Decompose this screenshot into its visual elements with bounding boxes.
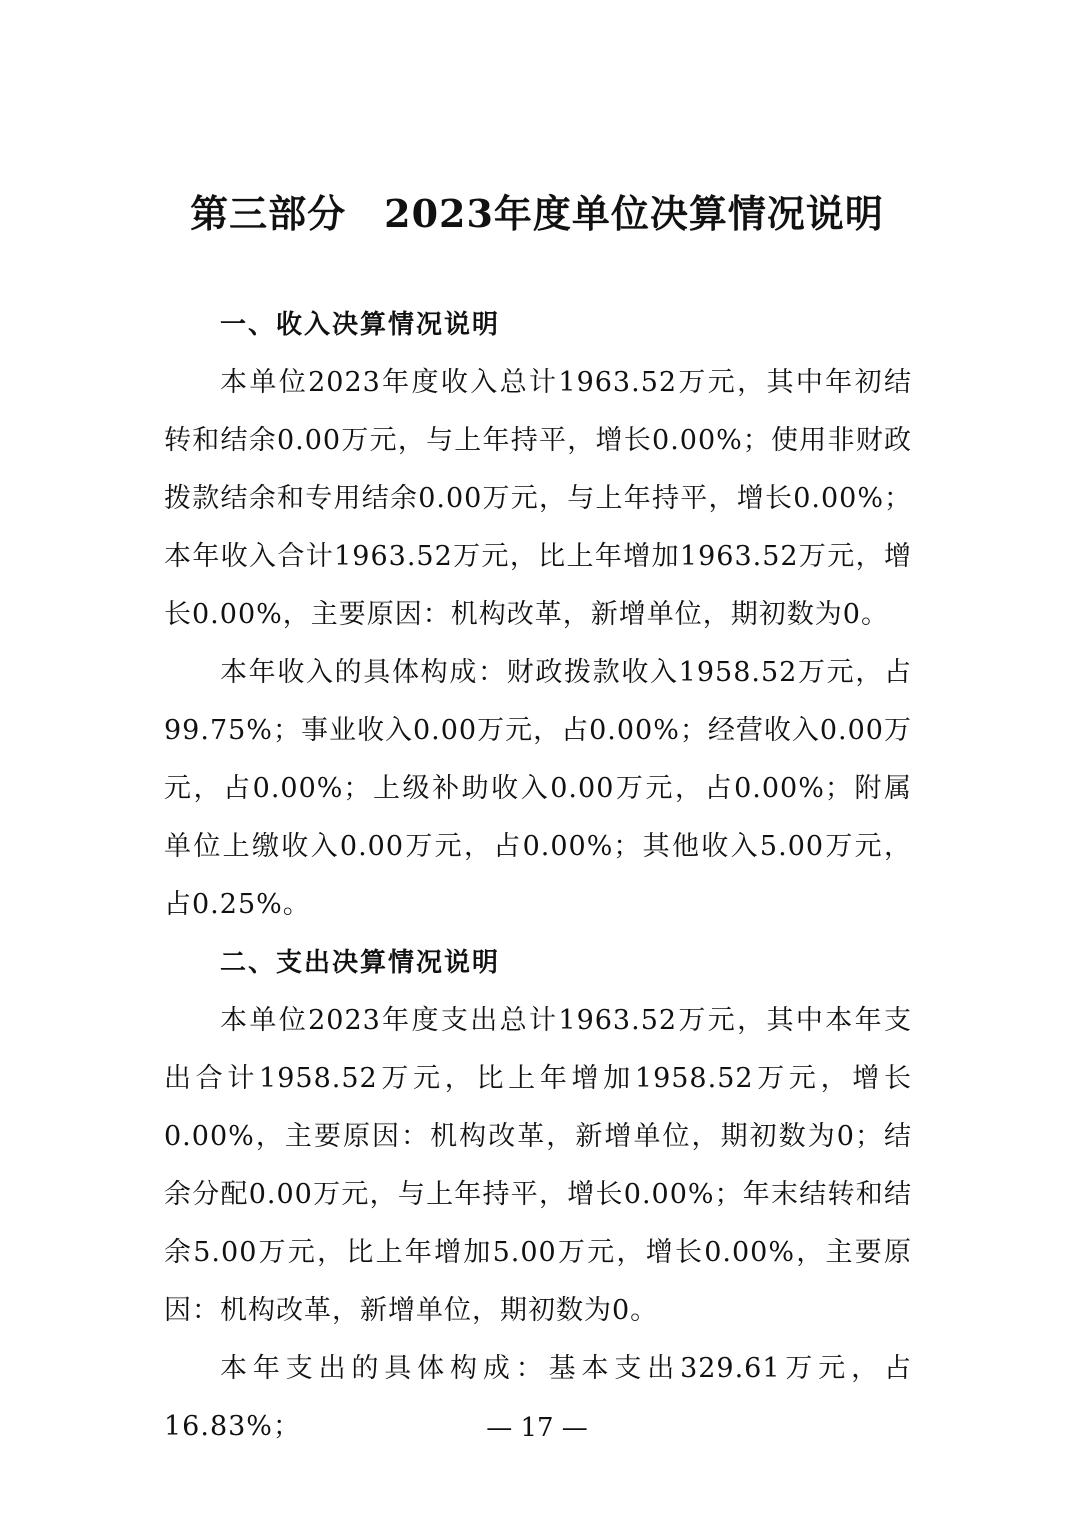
expenditure-paragraph-1: 本单位2023年度支出总计1963.52万元，其中本年支出合计1958.52万元，比上年增加1958.52万元，增长0.00%，主要原因：机构改革，新增单位，期初数为0；结余分配0.00万元，与上年持平，增长0.00%；年末结转和结余5.00万元，比上年增加5.00万元，增长0.00%，主要原因：机构改革，新增单位，期初数为0。 <box>164 1005 912 1326</box>
title-part: 第三部分 <box>190 191 347 236</box>
income-paragraph-2: 本年收入的具体构成：财政拨款收入1958.52万元，占99.75%；事业收入0.00万元，占0.00%；经营收入0.00万元，占0.00%；上级补助收入0.00万元，占0.00%；附属单位上缴收入0.00万元，占0.00%；其他收入5.00万元，占0.25%。 <box>164 657 912 920</box>
expenditure-paragraph-2: 本年支出的具体构成：基本支出329.61万元，占16.83%； <box>164 1353 912 1442</box>
section-income <box>164 296 912 934</box>
page-number: — 17 — <box>486 1413 588 1443</box>
income-paragraph-1: 本单位2023年度收入总计1963.52万元，其中年初结转和结余0.00万元，与上年持平，增长0.00%；使用非财政拨款结余和专用结余0.00万元，与上年持平，增长0.00%；本年收入合计1963.52万元，比上年增加1963.52万元，增长0.00%，主要原因：机构改革，新增单位，期初数为0。 <box>164 367 912 630</box>
document-body <box>164 296 912 1456</box>
section-expenditure <box>164 934 912 1456</box>
page-title <box>0 188 1074 240</box>
section-heading-income: 一、收入决算情况说明 <box>220 310 501 340</box>
section-heading-expenditure: 二、支出决算情况说明 <box>220 948 501 978</box>
title-text: 2023年度单位决算情况说明 <box>384 191 884 236</box>
